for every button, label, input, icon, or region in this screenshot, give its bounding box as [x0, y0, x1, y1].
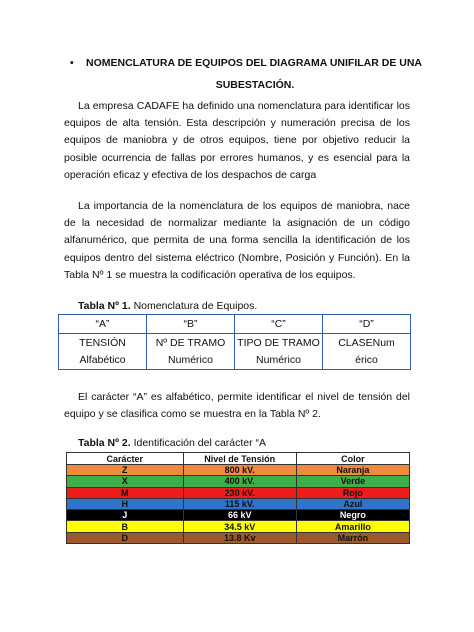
table-row: [67, 510, 410, 521]
table-1-cell-c-line2: Numérico: [256, 353, 301, 366]
paragraph-2-text: La importancia de la nomenclatura de los equipos de maniobra, nace de la necesidad de normalizar mediante la asignación de un código alfanumérico, que permita de una forma sencilla la identificación de los equipos dentro del sistema eléctrico (Nombre, Posición y Función). En la Tabla Nº 1 se muestra la codificación operativa de los equipos.: [64, 200, 410, 281]
paragraph-3-text: El carácter “A” es alfabético, permite identificar el nivel de tensión del equipo y se clasifica como se muestra en la Tabla Nº 2.: [64, 391, 410, 421]
table-2-cell-voltage: 66 kV: [183, 510, 296, 521]
paragraph-1: [64, 98, 410, 184]
table-2-cell-color: Rojo: [296, 487, 409, 498]
table-2-cell-char: J: [67, 510, 184, 521]
table-2-cell-char: M: [67, 487, 184, 498]
table-2-caption-text: Identificación del carácter “A: [130, 437, 267, 449]
table-2-cell-voltage: 230 kV.: [183, 487, 296, 498]
paragraph-2: [64, 198, 410, 284]
table-2-cell-voltage: 34.5 kV: [183, 521, 296, 532]
table-2-cell-char: D: [67, 532, 184, 543]
table-2-cell-voltage: 13.8 Kv: [183, 532, 296, 543]
table-1-cell-d-line1: CLASENum: [338, 336, 395, 349]
table-2-cell-char: Z: [67, 465, 184, 476]
table-2-cell-color: Marrón: [296, 532, 409, 543]
bullet-icon: •: [70, 57, 74, 69]
table-1-caption-label: Tabla Nº 1.: [78, 300, 131, 312]
table-1-cell-d-line2: érico: [355, 353, 378, 366]
table-2-cell-color: Naranja: [296, 465, 409, 476]
table-row: [67, 521, 410, 532]
table-1-header-b: “B”: [147, 315, 235, 334]
table-1-cell-a: [59, 334, 147, 370]
table-1-header-c: “C”: [235, 315, 323, 334]
table-2-cell-char: X: [67, 476, 184, 487]
table-1-cell-c-line1: TIPO DE TRAMO: [237, 336, 320, 349]
table-2-caption-label: Tabla Nº 2.: [78, 437, 131, 449]
table-2-cell-color: Negro: [296, 510, 409, 521]
table-1-header-a: “A”: [59, 315, 147, 334]
paragraph-3: [64, 389, 410, 423]
heading-line-2: SUBESTACIÓN.: [215, 79, 295, 91]
table-1-caption-text: Nomenclatura de Equipos.: [130, 300, 258, 312]
voltage-level-table: [66, 452, 410, 544]
table-2-cell-color: Verde: [296, 476, 409, 487]
table-2-header-color: Color: [296, 453, 409, 465]
table-1-cell-a-line1: TENSIÓN: [79, 336, 126, 349]
section-heading: [70, 52, 430, 96]
table-1-cell-d: [323, 334, 411, 370]
table-row: [67, 498, 410, 509]
table-1-header-row: [59, 315, 411, 334]
table-1-cell-b: [147, 334, 235, 370]
table-1-cell-b-line1: Nº DE TRAMO: [155, 336, 226, 349]
table-2-cell-char: B: [67, 521, 184, 532]
table-1-cell-c: [235, 334, 323, 370]
table-2-cell-voltage: 800 kV.: [183, 465, 296, 476]
table-1-body-row: [59, 334, 411, 370]
table-2-caption: [78, 436, 266, 450]
table-2-cell-color: Azul: [296, 498, 409, 509]
table-2-header-voltage: Nivel de Tensión: [183, 453, 296, 465]
table-row: [67, 465, 410, 476]
table-1-cell-a-line2: Alfabético: [79, 353, 126, 366]
table-2-cell-voltage: 400 kV.: [183, 476, 296, 487]
table-row: [67, 476, 410, 487]
table-2-cell-color: Amarillo: [296, 521, 409, 532]
table-1-caption: [78, 299, 257, 313]
paragraph-1-text: La empresa CADAFE ha definido una nomenclatura para identificar los equipos de alta tensión. Esta descripción y numeración precisa de los equipos de maniobra y de otros equipos, tiene por objetivo reducir la posible ocurrencia de fallas por errores humanos, y es esencial para la operación eficaz y efectiva de los despachos de carga: [64, 100, 410, 181]
table-1-cell-b-line2: Numérico: [168, 353, 213, 366]
table-row: [67, 532, 410, 543]
table-2-cell-char: H: [67, 498, 184, 509]
nomenclature-table: [58, 314, 411, 370]
table-1-header-d: “D”: [323, 315, 411, 334]
table-row: [67, 487, 410, 498]
table-2-header-char: Carácter: [67, 453, 184, 465]
heading-line-1: NOMENCLATURA DE EQUIPOS DEL DIAGRAMA UNIFILAR DE UNA: [86, 57, 422, 69]
table-2-cell-voltage: 115 kV.: [183, 498, 296, 509]
table-2-header-row: [67, 453, 410, 465]
